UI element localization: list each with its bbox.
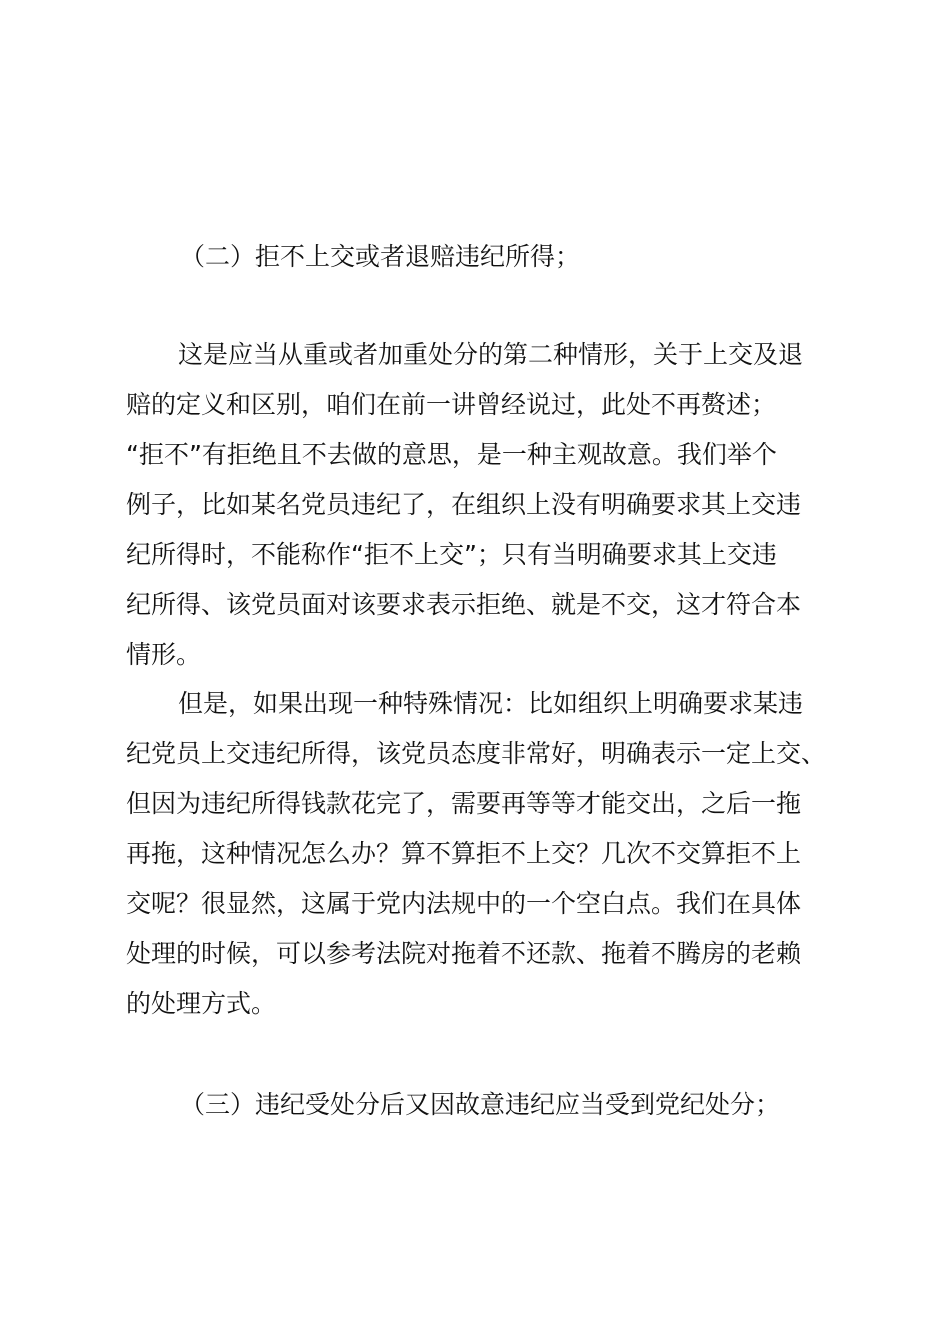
paragraph-line: 处理的时候，可以参考法院对拖着不还款、拖着不腾房的老赖 [126,939,802,968]
section-heading-3: （三）违纪受处分后又因故意违纪应当受到党纪处分； [180,1090,781,1119]
paragraph-line: 这是应当从重或者加重处分的第二种情形，关于上交及退 [178,340,804,369]
paragraph-line: 例子，比如某名党员违纪了，在组织上没有明确要求其上交违 [126,490,802,519]
paragraph-line: 但因为违纪所得钱款花完了，需要再等等才能交出，之后一拖 [126,789,802,818]
section-heading-2: （二）拒不上交或者退赔违纪所得； [180,242,581,271]
paragraph-line: 赔的定义和区别，咱们在前一讲曾经说过，此处不再赘述； [126,390,777,419]
paragraph-line: 纪所得时，不能称作“拒不上交”；只有当明确要求其上交违 [126,540,777,569]
paragraph-line: 交呢？很显然，这属于党内法规中的一个空白点。我们在具体 [126,889,802,918]
paragraph-line: 纪党员上交违纪所得，该党员态度非常好，明确表示一定上交、 [126,739,827,768]
paragraph-line: 的处理方式。 [126,989,277,1018]
paragraph-line: 再拖，这种情况怎么办？算不算拒不上交？几次不交算拒不上 [126,839,802,868]
paragraph-line: 情形。 [126,640,202,669]
paragraph-line: “拒不”有拒绝且不去做的意思，是一种主观故意。我们举个 [126,440,777,469]
paragraph-line: 但是，如果出现一种特殊情况：比如组织上明确要求某违 [178,689,804,718]
paragraph-line: 纪所得、该党员面对该要求表示拒绝、就是不交，这才符合本 [126,590,802,619]
